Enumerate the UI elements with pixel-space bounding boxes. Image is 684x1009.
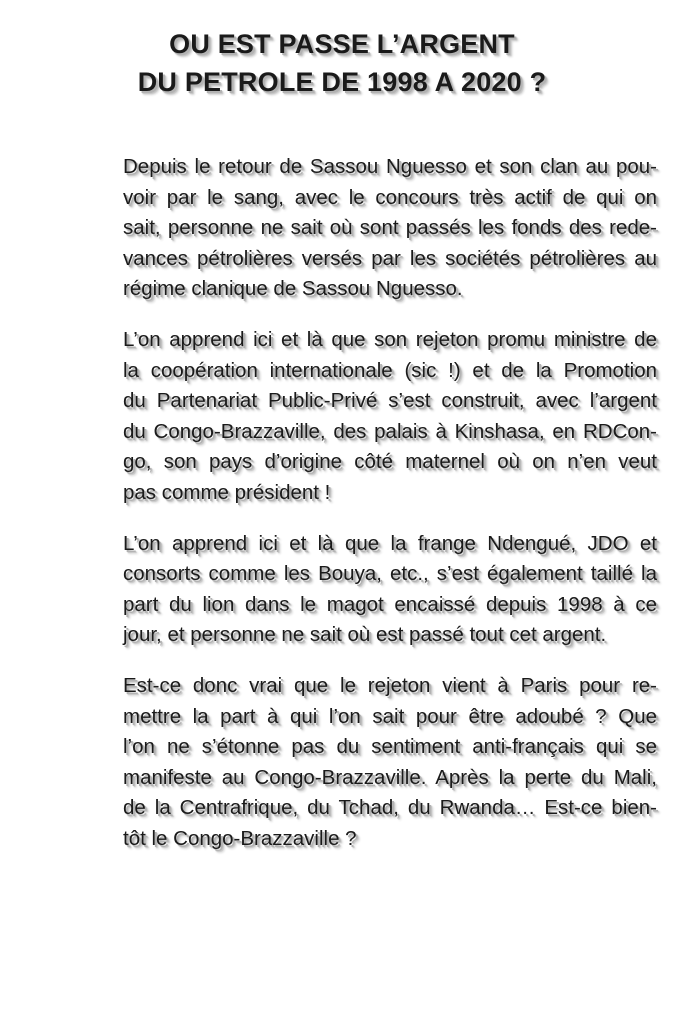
- paragraph-line: régime clanique de Sassou Nguesso.: [123, 277, 463, 301]
- paragraph-4: [123, 671, 657, 855]
- page-title: [0, 25, 684, 101]
- paragraph-line: de la Centrafrique, du Tchad, du Rwanda… Est-ce bien-: [123, 796, 657, 820]
- paragraph-line: du Partenariat Public-Privé s’est construit, avec l’argent: [123, 389, 657, 413]
- paragraph-line: l’on ne s’étonne pas du sentiment anti-français qui se: [123, 735, 657, 759]
- paragraph-line: jour, et personne ne sait où est passé tout cet argent.: [123, 623, 607, 647]
- paragraph-line: mettre la part à qui l’on sait pour être adoubé ? Que: [123, 704, 657, 728]
- paragraph-line: tôt le Congo-Brazzaville ?: [123, 826, 357, 850]
- article-body: [123, 152, 657, 874]
- paragraph-line: sait, personne ne sait où sont passés les fonds des rede-: [123, 216, 657, 240]
- paragraph-line: go, son pays d’origine côté maternel où on n’en veut: [123, 450, 657, 474]
- paragraph-line: vances pétrolières versés par les sociétés pétrolières au: [123, 246, 657, 270]
- paragraph-line: part du lion dans le magot encaissé depuis 1998 à ce: [123, 592, 657, 616]
- paragraph-line: manifeste au Congo-Brazzaville. Après la perte du Mali,: [123, 765, 657, 789]
- paragraph-line: L’on apprend ici et là que son rejeton promu ministre de: [123, 327, 657, 351]
- paragraph-line: consorts comme les Bouya, etc., s’est également taillé la: [123, 562, 657, 586]
- paragraph-line: Est-ce donc vrai que le rejeton vient à Paris pour re-: [123, 673, 657, 697]
- paragraph-line: la coopération internationale (sic !) et de la Promotion: [123, 358, 657, 382]
- title-line-1: OU EST PASSE L’ARGENT: [169, 29, 515, 59]
- paragraph-line: voir par le sang, avec le concours très actif de qui on: [123, 185, 657, 209]
- paragraph-3: [123, 529, 657, 651]
- paragraph-2: [123, 325, 657, 509]
- paragraph-line: du Congo-Brazzaville, des palais à Kinshasa, en RDCon-: [123, 419, 657, 443]
- paragraph-line: pas comme président !: [123, 480, 331, 504]
- paragraph-line: L’on apprend ici et là que la frange Ndengué, JDO et: [123, 531, 657, 555]
- title-line-2: DU PETROLE DE 1998 A 2020 ?: [137, 67, 547, 97]
- paragraph-line: Depuis le retour de Sassou Nguesso et son clan au pou-: [123, 155, 657, 178]
- paragraph-1: [123, 152, 657, 305]
